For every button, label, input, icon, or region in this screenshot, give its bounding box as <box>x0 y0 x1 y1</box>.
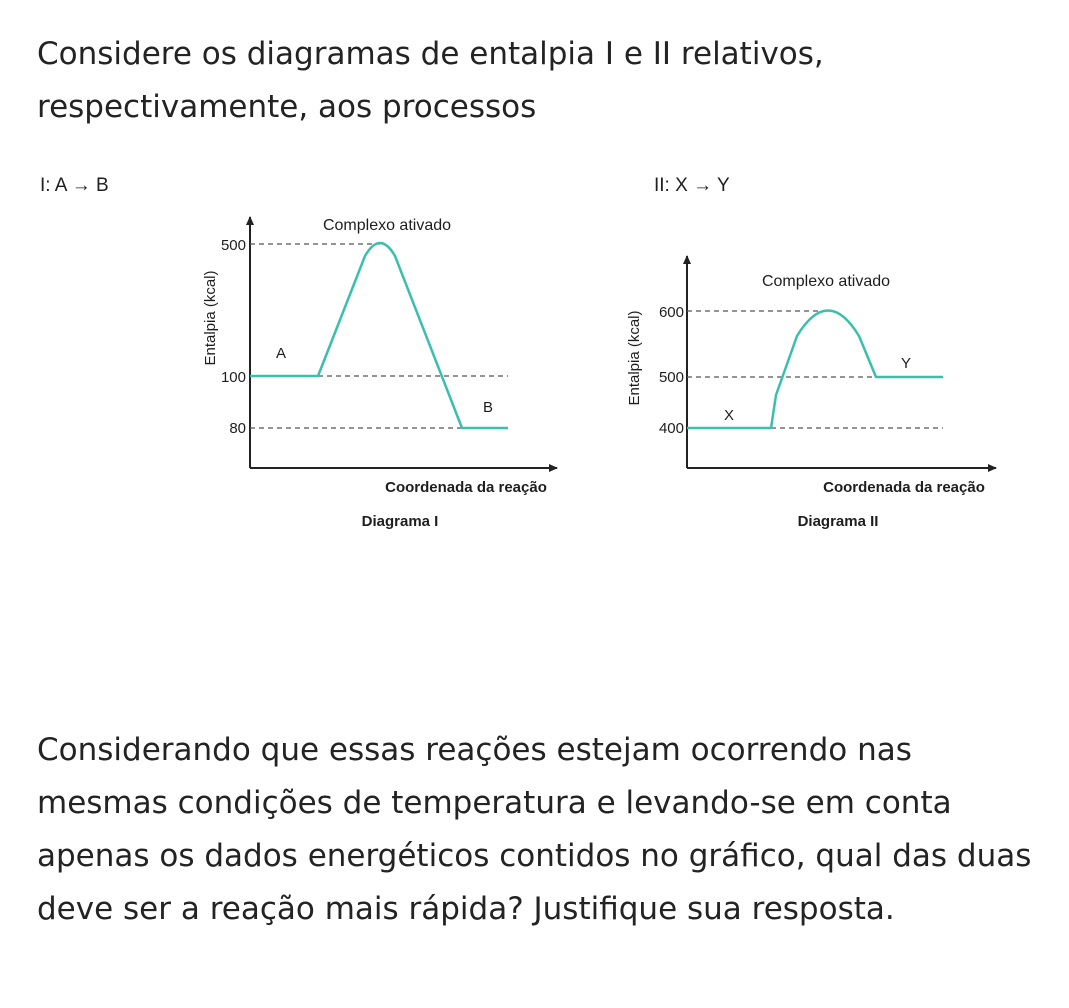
diagram-1-xlabel: Coordenada da reação <box>385 479 547 496</box>
diagram-2-title: Diagrama II <box>797 513 879 530</box>
diagram-2-ylabel: Entalpia (kcal) <box>626 310 643 406</box>
diagram-1-tick-500: 500 <box>220 237 246 254</box>
diagram-1-peak-label: Complexo ativado <box>322 217 452 234</box>
diagram-2 <box>626 175 996 530</box>
diagrams-svg <box>0 160 1069 560</box>
diagram-2-peak-label: Complexo ativado <box>761 273 891 290</box>
diagram-1-ticks <box>221 237 246 437</box>
intro-text: Considere os diagramas de entalpia I e II relativos, respectivamente, aos processos <box>37 36 824 125</box>
diagram-2-ticks <box>659 304 684 437</box>
diagram-1-ylabel: Entalpia (kcal) <box>202 270 219 366</box>
diagram-2-tick-600: 600 <box>658 304 684 321</box>
diagram-2-reactant-label: X <box>723 407 735 424</box>
diagram-1-product-label: B <box>482 399 494 416</box>
diagram-1-energy-curve <box>250 243 508 428</box>
diagrams-figure <box>0 160 1069 560</box>
diagram-2-process-label: II: X → Y <box>654 175 730 196</box>
diagram-1-tick-80: 80 <box>229 420 246 437</box>
diagram-2-product-label: Y <box>900 355 912 372</box>
diagram-2-xlabel: Coordenada da reação <box>823 479 985 496</box>
diagram-1 <box>40 175 557 530</box>
diagram-2-tick-400: 400 <box>658 420 684 437</box>
diagram-1-process-label: I: A → B <box>40 175 109 196</box>
diagram-1-reactant-label: A <box>275 345 287 362</box>
diagram-1-title: Diagrama I <box>361 513 439 530</box>
question-text: Considerando que essas reações estejam ocorrendo nas mesmas condições de temperatura e levando-se em conta apenas os dados energéticos contidos no gráfico, qual das duas deve ser a reação mais rápida? Justifique sua resposta. <box>37 732 1032 927</box>
diagram-1-tick-100: 100 <box>220 369 246 386</box>
diagram-2-tick-500: 500 <box>658 369 684 386</box>
